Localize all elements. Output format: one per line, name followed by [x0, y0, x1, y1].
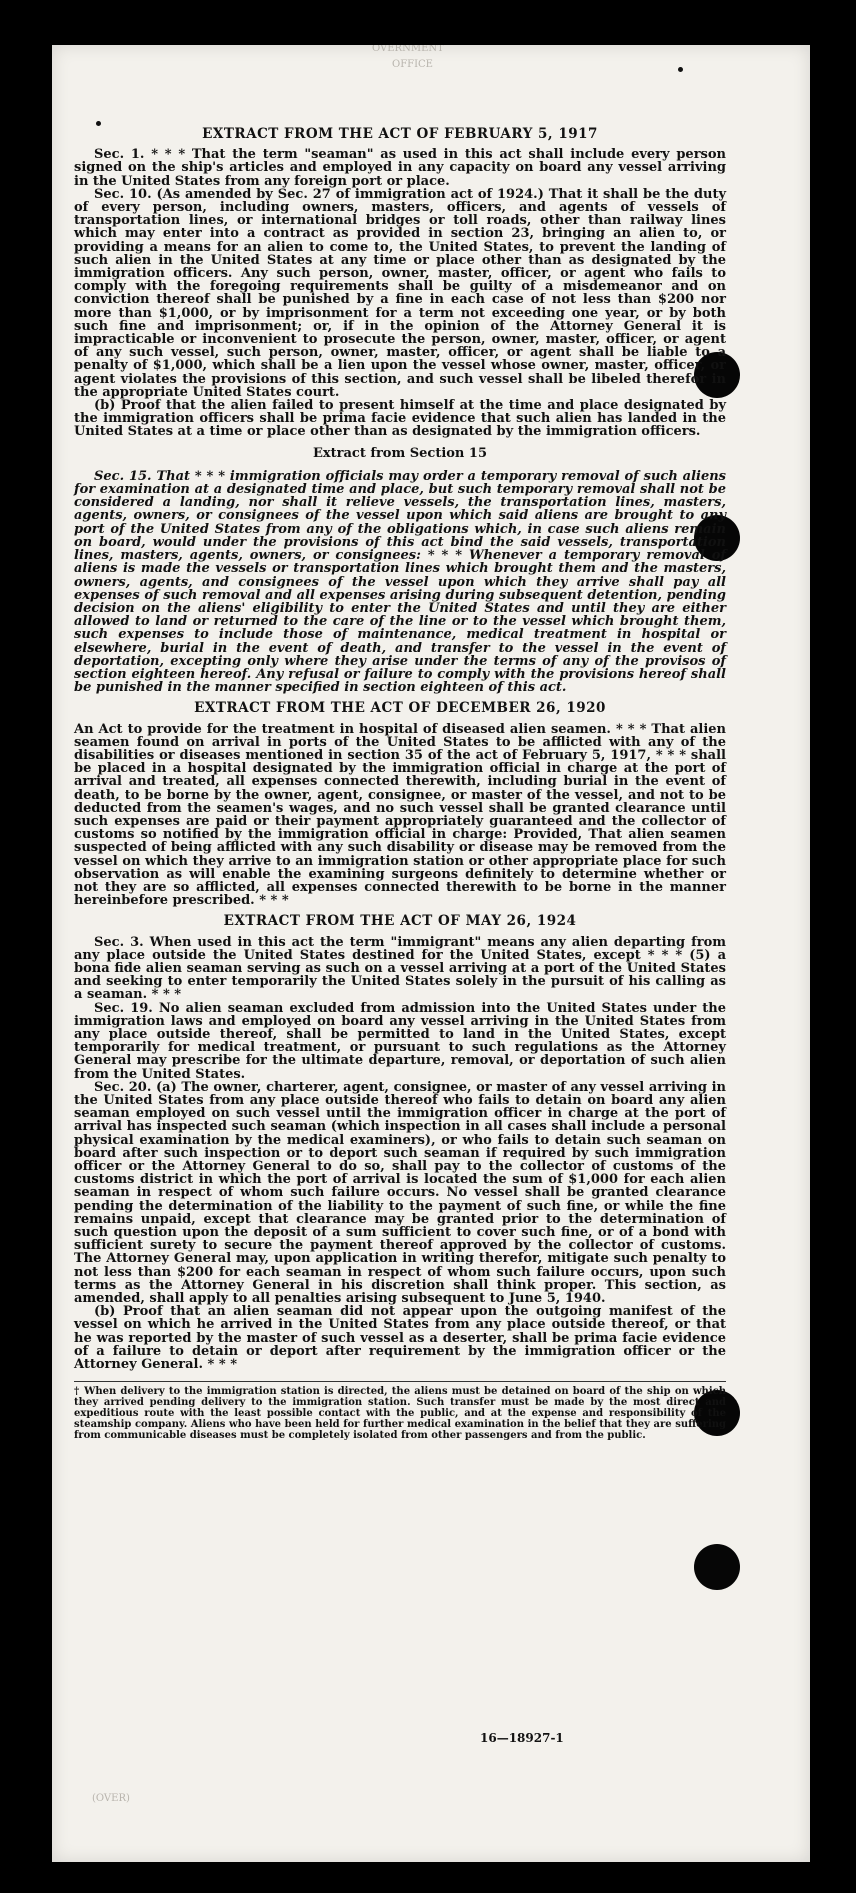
paragraph: Sec. 10. (As amended by Sec. 27 of immigration act of 1924.) That it shall be the duty of every person, including owners, masters, officers, and agents of vessels of transportation lines, or international bridges or toll roads, other than railway lines which may enter into a contract as provided in section 23, bringing an alien to, or providing a means for an alien to come to, the United States, to prevent the landing of such alien in the United States at any time or place other than as designated by the immigration officers. Any such person, owner, master, officer, or agent who fails to comply with the foregoing requirements shall be guilty of a misdemeanor and on conviction thereof shall be punished by a fine in each case of not less than $200 nor more than $1,000, or by imprisonment for a term not exceeding one year, or by both such fine and imprisonment; or, if in the opinion of the Attorney General it is impracticable or inconvenient to prosecute the person, owner, master, officer, or agent of any such vessel, such person, owner, master, officer, or agent shall be liable to a penalty of $1,000, which shall be a lien upon the vessel whose owner, master, officer, or agent violates the provisions of this section, and such vessel shall be libeled therefor in the appropriate United States court.: [74, 186, 726, 400]
section-heading: Extract from Section 15: [312, 445, 488, 461]
paragraph: An Act to provide for the treatment in hospital of diseased alien seamen. * * * That alien seamen found on arrival in ports of the United States to be afflicted with any of the disabilities or diseases mentioned in section 35 of the act of February 5, 1917, * * * shall be placed in a hospital designated by the immigration official in charge at the port of arrival and treated, all expenses connected therewith, including burial in the event of death, to be borne by the owner, agent, consignee, or master of the vessel, and not to be deducted from the seamen's wages, and no such vessel shall be granted clearance until such expenses are paid or their payment appropriately guaranteed and the collector of customs so notified by the immigration official in charge: Provided, That alien seamen suspected of being afflicted with any such disability or disease may be removed from the vessel on which they arrive to an immigration station or other appropriate place for such observation as will enable the examining surgeons definitely to determine whether or not they are so afflicted, all expenses connected therewith to be borne in the manner hereinbefore prescribed. * * *: [74, 721, 726, 909]
form-number: 16—18927-1: [480, 1731, 564, 1745]
section-heading: EXTRACT FROM THE ACT OF DECEMBER 26, 1920: [194, 700, 606, 717]
punch-hole: [694, 1544, 740, 1590]
paragraph: Sec. 20. (a) The owner, charterer, agent, consignee, or master of any vessel arriving in the United States from any place outside thereof who fails to detain on board any alien seaman employed on such vessel until the immigration officer in charge at the port of arrival has inspected such seaman (which inspection in all cases shall include a personal physical examination by the medical examiners), or who fails to detain such seaman on board after such inspection or to deport such seaman if required by such immigration officer or the Attorney General to do so, shall pay to the collector of customs of the customs district in which the port of arrival is located the sum of $1,000 for each alien seaman in respect of whom such failure occurs. No vessel shall be granted clearance pending the determination of the liability to the payment of such fine, or while the fine remains unpaid, except that clearance may be granted prior to the determination of such question upon the deposit of a sum sufficient to cover such fine, or of a bond with sufficient surety to secure the payment thereof approved by the collector of customs. The Attorney General may, upon application in writing therefor, mitigate such penalty to not less than $200 for each seaman in respect of whom such failure occurs, upon such terms as the Attorney General in his discretion shall think proper. This section, as amended, shall apply to all penalties arising subsequent to June 5, 1940.: [74, 1079, 726, 1307]
ink-speck: [678, 67, 683, 72]
paragraph: Sec. 19. No alien seaman excluded from admission into the United States under the immigration laws and employed on board any vessel arriving in the United States from any place outside thereof, shall be permitted to land in the United States, except temporarily for medical treatment, or pursuant to such regulations as the Attorney General may prescribe for the ultimate departure, removal, or deportation of such alien from the United States.: [74, 1000, 726, 1082]
section-heading: EXTRACT FROM THE ACT OF MAY 26, 1924: [223, 913, 577, 930]
document-text: [74, 128, 726, 1441]
section-act-1924: [74, 915, 726, 1371]
footnote: † When delivery to the immigration station is directed, the aliens must be detained on board of the ship on which they arrived pending delivery to the immigration station. Such transfer must be made by the most direct and expeditious route with the least possible contact with the public, and at the expense and responsibility of the steamship company. Aliens who have been held for further medical examination in the belief that they are suffering from communicable diseases must be completely isolated from other passengers and from the public.: [74, 1381, 726, 1441]
section-heading: EXTRACT FROM THE ACT OF FEBRUARY 5, 1917: [202, 126, 598, 142]
paragraph: Sec. 3. When used in this act the term "immigrant" means any alien departing from any place outside the United States destined for the United States, except * * * (5) a bona fide alien seaman serving as such on a vessel arriving at a port of the United States and seeking to enter temporarily the United States solely in the pursuit of his calling as a seaman. * * *: [74, 934, 726, 1003]
section-act-1917: [74, 128, 726, 439]
ink-speck: [96, 121, 101, 126]
paragraph: (b) Proof that an alien seaman did not appear upon the outgoing manifest of the vessel on which he arrived in the United States from any place outside thereof, or that he was reported by the master of such vessel as a deserter, shall be prima facie evidence of a failure to detain or deport after requirement by the immigration officer or the Attorney General. * * *: [74, 1304, 726, 1373]
faint-stamp-top-2: OFFICE: [392, 59, 433, 70]
section-15-extract: [74, 447, 726, 695]
paragraph: (b) Proof that the alien failed to present himself at the time and place designated by the immigration officers shall be prima facie evidence that such alien has landed in the United States at a time or place other than as designated by the immigration officers.: [74, 398, 726, 440]
faint-over-note: (OVER): [92, 1793, 130, 1804]
section-act-1920: [74, 702, 726, 907]
paragraph: Sec. 1. * * * That the term "seaman" as used in this act shall include every person signed on the ship's articles and employed in any capacity on board any vessel arriving in the United States from any foreign port or place.: [74, 147, 726, 189]
paragraph: Sec. 15. That * * * immigration officials may order a temporary removal of such aliens for examination at a designated time and place, but such temporary removal shall not be considered a landing, nor shall it relieve vessels, the transportation lines, masters, agents, owners, or consignees of the vessel upon which said aliens are brought to any port of the United States from any of the obligations which, in case such aliens remain on board, would under the provisions of this act bind the said vessels, transportation lines, masters, agents, owners, or consignees: * * * Whenever a temporary removal of aliens is made the vessels or transportation lines which brought them and the masters, owners, agents, and consignees of the vessel upon which they arrive shall pay all expenses of such removal and all expenses arising during subsequent detention, pending decision on the aliens' eligibility to enter the United States and until they are either allowed to land or returned to the care of the line or to the vessel which brought them, such expenses to include those of maintenance, medical treatment in hospital or elsewhere, burial in the event of death, and transfer to the vessel in the event of deportation, excepting only where they arise under the terms of any of the provisos of section eighteen hereof. Any refusal or failure to comply with the provisions hereof shall be punished in the manner specified in section eighteen of this act.: [74, 468, 726, 696]
faint-stamp-top: OVERNMENT: [372, 45, 444, 54]
